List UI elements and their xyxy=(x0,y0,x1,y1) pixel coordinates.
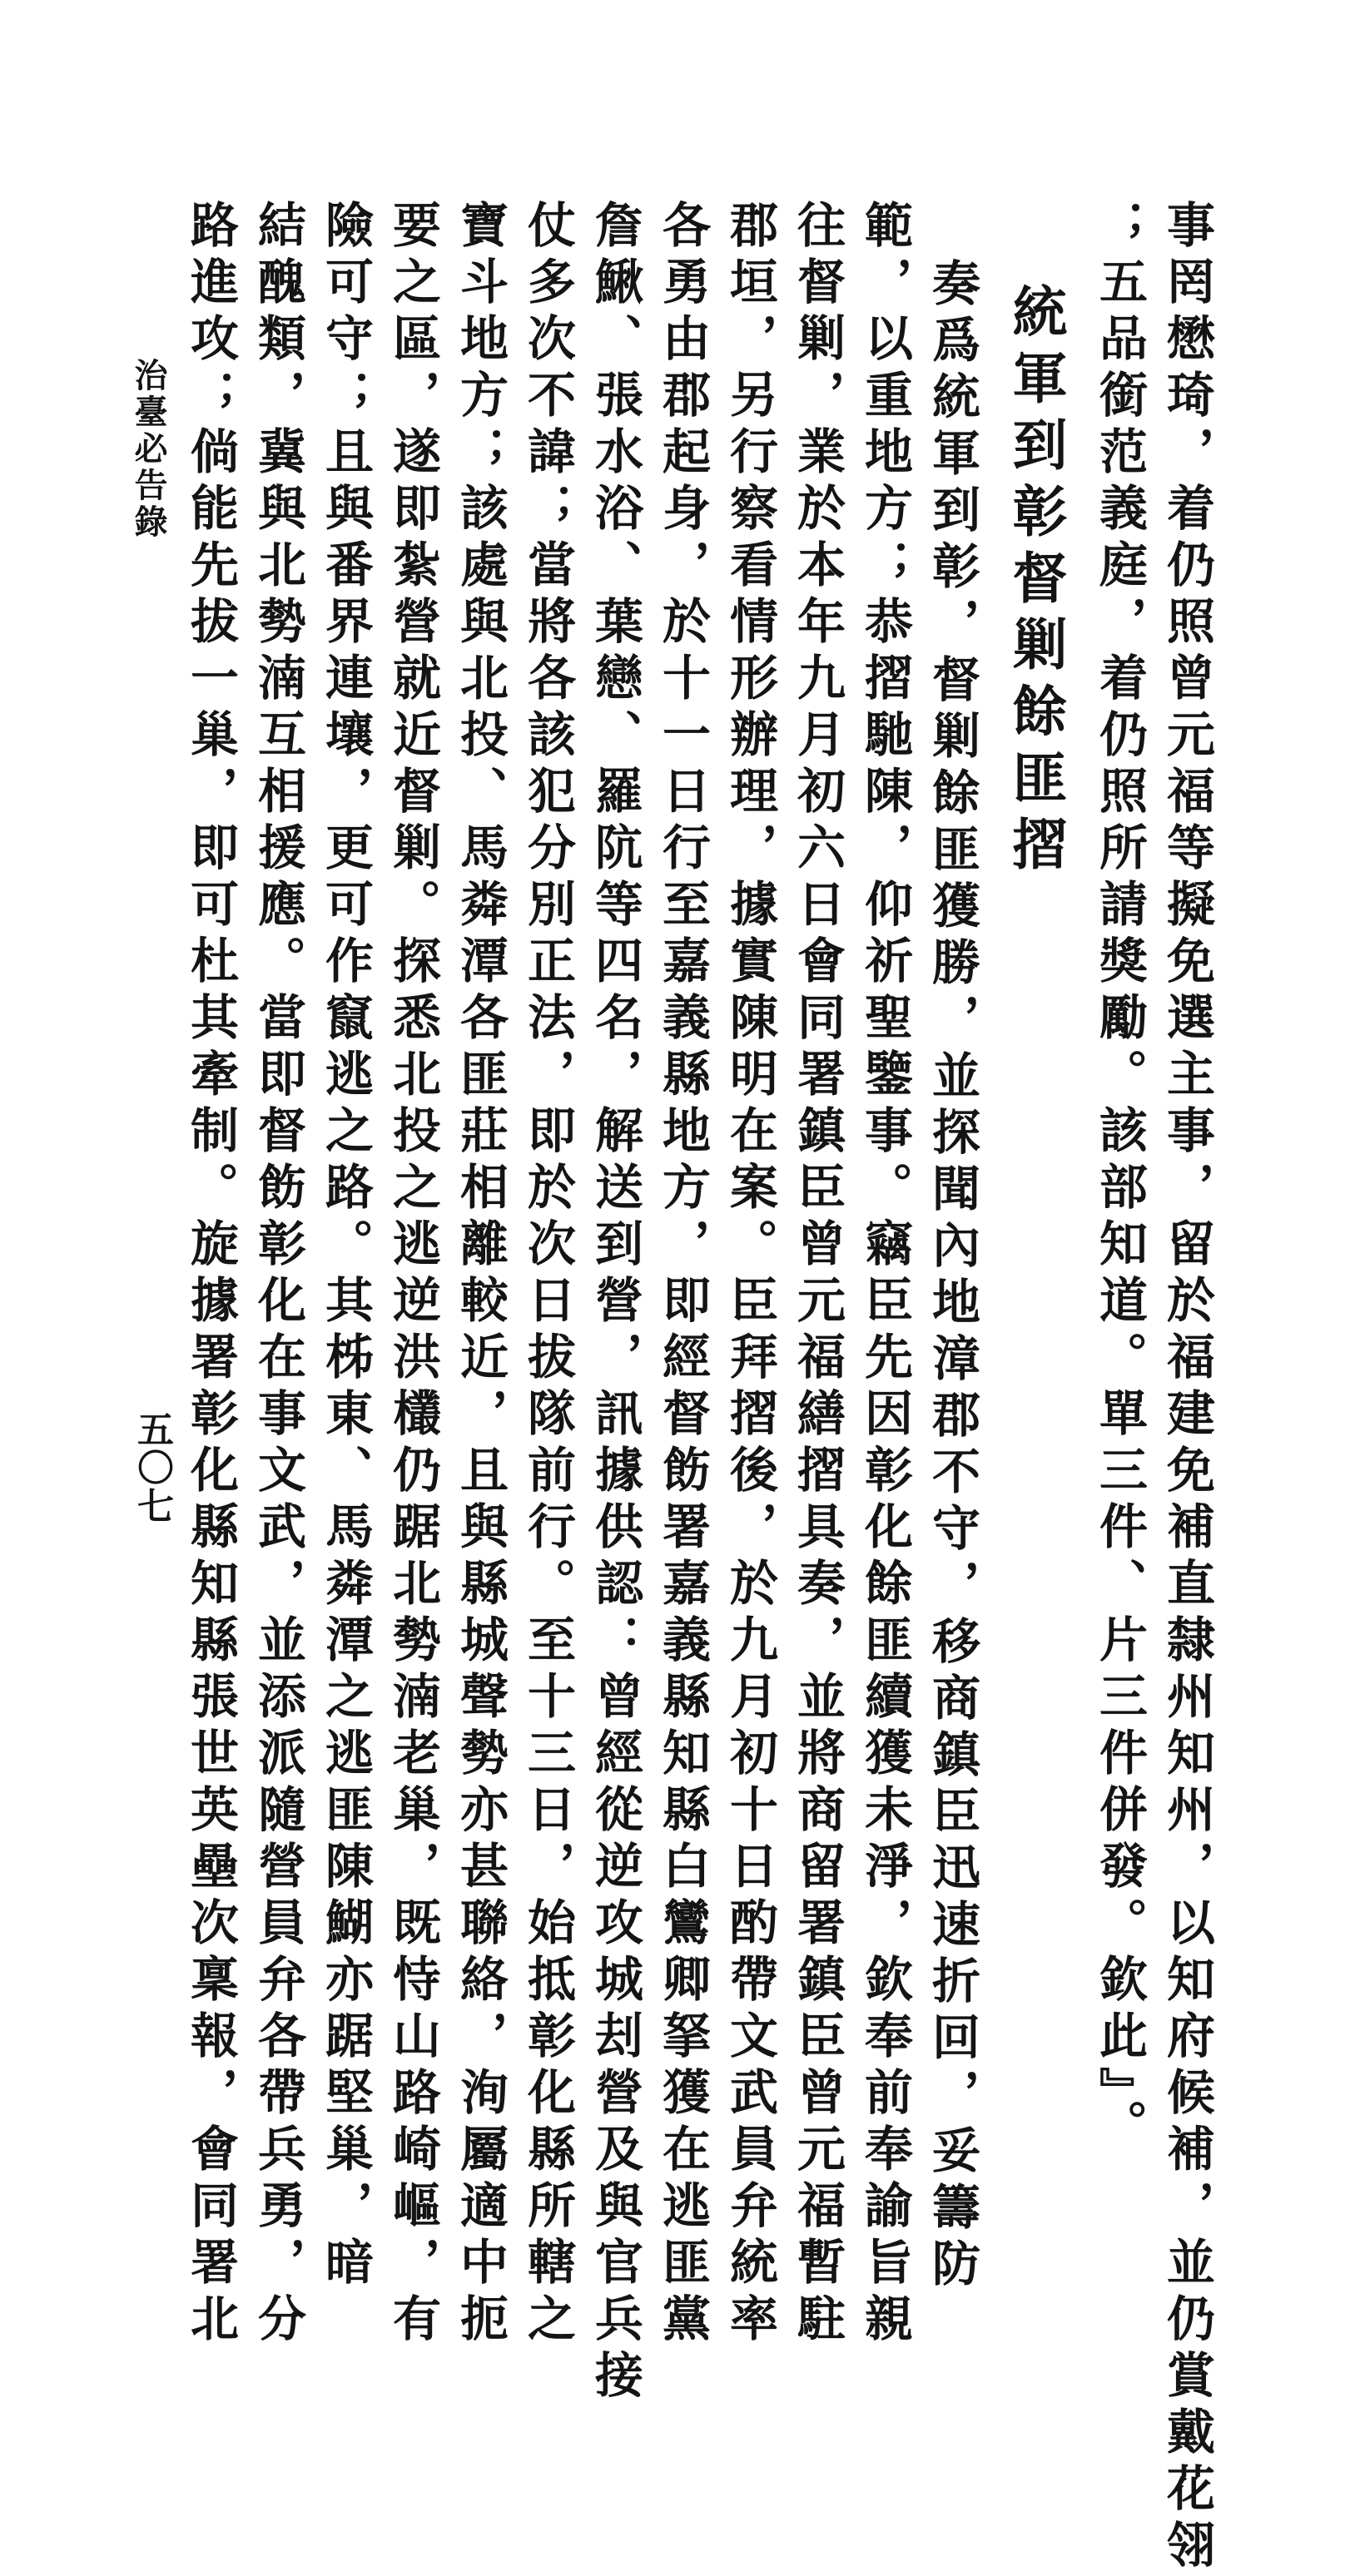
page-number: 五〇七 xyxy=(131,1410,173,1525)
text-column: 奏爲統軍到彰，督剿餘匪獲勝，並探聞內地漳郡不守，移商鎮臣迅速折回，妥籌防 xyxy=(924,258,980,2295)
text-column: 詹鰍、張水浴、葉戀、羅阬等四名，解送到營，訊據供認：曾經從逆攻城刦營及與官兵接 xyxy=(587,200,643,2406)
text-column: 各勇由郡起身，於十一日行至嘉義縣地方，即經督飭署嘉義縣知縣白鸞卿拏獲在逃匪黨 xyxy=(654,200,711,2350)
text-column: 仗多次不諱；當將各該犯分別正法，即於次日拔隊前行。至十三日，始抵彰化縣所轄之 xyxy=(519,200,576,2350)
text-column: 範，以重地方；恭摺馳陳，仰祈聖鑒事。竊臣先因彰化餘匪續獲未淨，欽奉前奉諭旨親 xyxy=(856,200,913,2350)
book-title: 治臺必告錄 xyxy=(129,358,168,541)
text-column: 險可守；且與番界連壤，更可作竄逃之路。其柹東、馬粦潭之逃匪陳鰗亦踞堅巢，暗 xyxy=(317,200,374,2293)
vertical-text-block xyxy=(182,200,1220,2576)
text-column: 結醜類，冀與北勢湳互相援應。當即督飭彰化在事文武，並添派隨營員弁各帶兵勇，分 xyxy=(250,200,306,2350)
text-column: ；五品銜范義庭，着仍照所請獎勵。該部知道。單三件、片三件併發。欽此』。 xyxy=(1091,200,1148,2156)
text-column: 要之區，遂即紮營就近督剿。探悉北投之逃逆洪欉仍踞北勢湳老巢，既恃山路崎嶇，有 xyxy=(385,200,441,2350)
text-column: 往督剿，業於本年九月初六日會同署鎮臣曾元福繕摺具奏，並將商留署鎮臣曾元福暫駐 xyxy=(789,200,846,2350)
text-column: 路進攻；倘能先拔一巢，即可杜其牽制。旋據署彰化縣知縣張世英壘次稟報，會同署北 xyxy=(182,200,239,2350)
text-column: 事罔懋琦，着仍照曾元福等擬免選主事，留於福建免補直隸州知州，以知府候補，並仍賞戴花翎 xyxy=(1159,200,1215,2576)
text-column: 寶斗地方；該處與北投、馬粦潭各匪莊相離較近，且與縣城聲勢亦甚聯絡，洵屬適中扼 xyxy=(452,200,509,2350)
text-column: 郡垣，另行察看情形辦理，據實陳明在案。臣拜摺後，於九月初十日酌帶文武員弁統率 xyxy=(722,200,778,2350)
memorial-title: 統軍到彰督剿餘匪摺 xyxy=(1003,283,1068,882)
